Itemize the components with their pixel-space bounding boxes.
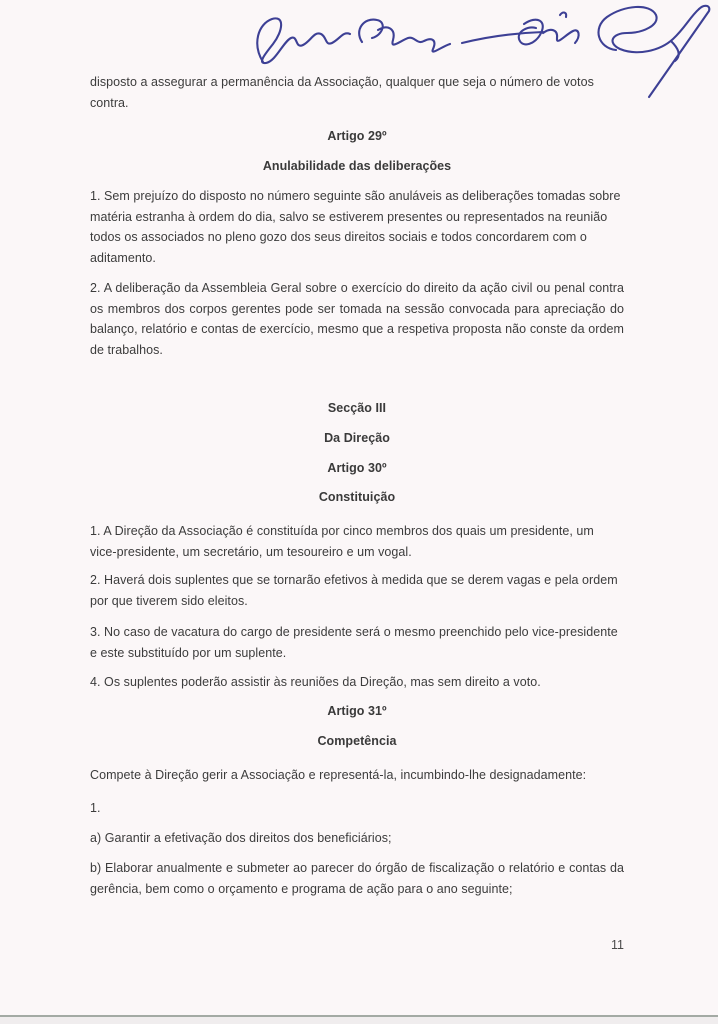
article-31-intro: Compete à Direção gerir a Associação e representá-la, incumbindo-lhe designadamente: xyxy=(90,768,587,782)
article-29-subtitle: Anulabilidade das deliberações xyxy=(262,159,452,173)
article-31-item-number: 1. xyxy=(90,801,101,815)
section-3-title: Secção III xyxy=(327,401,387,415)
section-3-subtitle: Da Direção xyxy=(324,431,390,445)
article-30-paragraph-1: 1. A Direção da Associação é constituída por cinco membros dos quais um presidente, um vice-presidente, um secretário, um tesoureiro e um vogal. xyxy=(90,524,594,559)
article-31-title: Artigo 31º xyxy=(327,704,387,718)
article-30-paragraph-3: 3. No caso de vacatura do cargo de presidente será o mesmo preenchido pelo vice-presidente e este substituído por um suplente. xyxy=(90,625,618,660)
intro-paragraph: disposto a assegurar a permanência da Associação, qualquer que seja o número de votos contra. xyxy=(90,75,594,110)
article-30-paragraph-2: 2. Haverá dois suplentes que se tornarão efetivos à medida que se derem vagas e pela ordem por que tiverem sido eleitos. xyxy=(90,573,618,608)
scan-area-below-page xyxy=(0,1017,718,1024)
signature-2 xyxy=(462,13,579,45)
article-31-subtitle: Competência xyxy=(317,734,397,748)
article-31-item-b: b) Elaborar anualmente e submeter ao parecer do órgão de fiscalização o relatório e contas da gerência, bem como o orçamento e programa de ação para o ano seguinte; xyxy=(90,861,624,896)
article-29-paragraph-2: 2. A deliberação da Assembleia Geral sobre o exercício do direito da ação civil ou penal contra os membros dos corpos gerentes pode ser tomada na sessão convocada para apreciação do balanço, relatório e contas de exercício, mesmo que a respetiva proposta não conste da ordem de trabalhos. xyxy=(90,281,624,357)
article-30-title: Artigo 30º xyxy=(327,461,387,475)
article-30-paragraph-4: 4. Os suplentes poderão assistir às reuniões da Direção, mas sem direito a voto. xyxy=(90,675,541,689)
page-number: 11 xyxy=(611,938,624,952)
article-30-subtitle: Constituição xyxy=(318,490,396,504)
article-31-item-a: a) Garantir a efetivação dos direitos dos beneficiários; xyxy=(90,831,392,845)
article-29-title: Artigo 29º xyxy=(327,129,387,143)
article-29-paragraph-1: 1. Sem prejuízo do disposto no número seguinte são anuláveis as deliberações tomadas sobre matéria estranha à ordem do dia, salvo se estiverem presentes ou representados na reunião todos os associados no pleno gozo dos seus direitos sociais e todos concordarem com o aditamento. xyxy=(90,189,621,265)
signature-1 xyxy=(257,18,450,63)
